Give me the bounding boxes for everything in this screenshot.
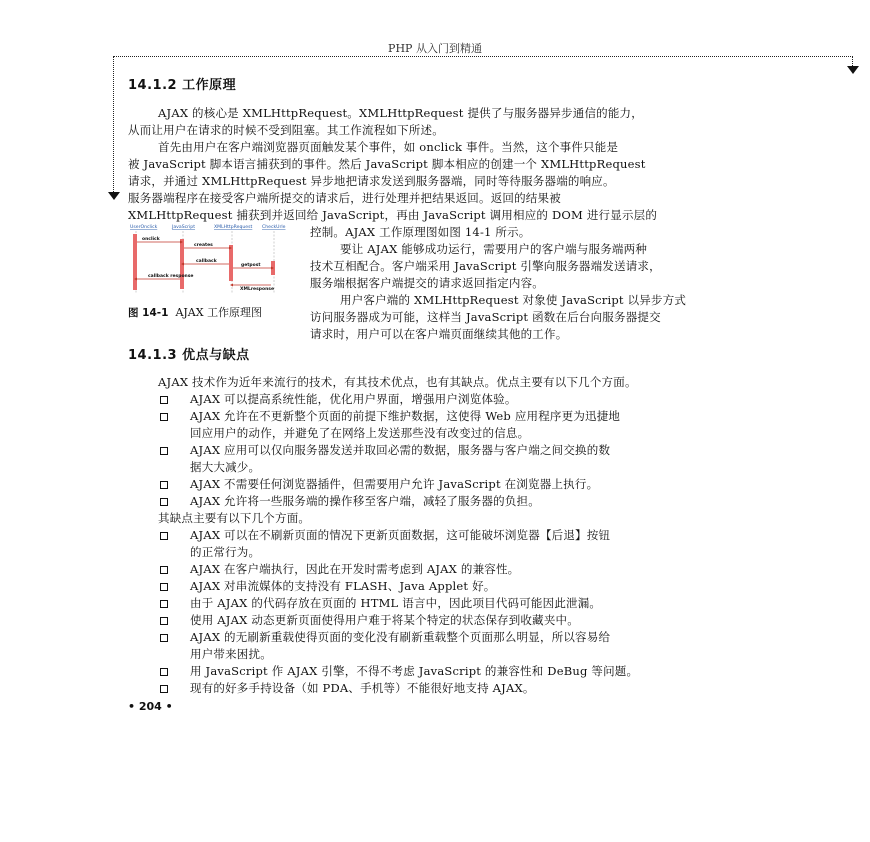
checkbox-bullet-icon (160, 413, 168, 421)
checkbox-bullet-icon (160, 498, 168, 506)
paragraph-line: 首先由用户在客户端浏览器页面触发某个事件，如 onclick 事件。当然，这个事件只能是 (158, 140, 619, 154)
checkbox-bullet-icon (160, 532, 168, 540)
checkbox-bullet-icon (160, 396, 168, 404)
arrow-head (230, 284, 233, 287)
activation-bar (133, 234, 137, 290)
ajax-sequence-diagram (128, 221, 290, 297)
list-item: AJAX 允许将一些服务端的操作移至客户端，减轻了服务器的负担。 (190, 494, 540, 508)
list-item-cont: 回应用户的动作，并避免了在网络上发送那些没有改变过的信息。 (190, 426, 530, 440)
dotted-border-top (113, 56, 853, 57)
lane-label: CheckUrle (262, 225, 286, 230)
activation-bar (229, 245, 233, 281)
list-item: 由于 AJAX 的代码存放在页面的 HTML 语言中，因此项目代码可能因此泄漏。 (190, 596, 602, 610)
message-label: XMLresponse (240, 287, 275, 292)
checkbox-bullet-icon (160, 583, 168, 591)
lane-label: JavaScript (172, 225, 196, 230)
paragraph-line: 请求时，用户可以在客户端页面继续其他的工作。 (310, 327, 568, 341)
list-item: AJAX 允许在不更新整个页面的前提下维护数据，这使得 Web 应用程序更为迅捷地 (190, 409, 621, 423)
message-label: callback (196, 259, 217, 264)
list-item: AJAX 不需要任何浏览器插件，但需要用户允许 JavaScript 在浏览器上执行。 (190, 477, 599, 491)
paragraph-line: 请求，并通过 XMLHttpRequest 异步地把请求发送到服务器端，同时等待服务器端的响应。 (128, 174, 615, 188)
message-label: getpost (241, 263, 261, 268)
list-item-cont: 用户带来困扰。 (190, 647, 272, 661)
list-item: AJAX 可以在不刷新页面的情况下更新页面数据，这可能破坏浏览器【后退】按钮 (190, 528, 611, 542)
list-item: AJAX 在客户端执行，因此在开发时需考虑到 AJAX 的兼容性。 (190, 562, 520, 576)
message-label: onclick (142, 237, 160, 242)
checkbox-bullet-icon (160, 685, 168, 693)
checkbox-bullet-icon (160, 634, 168, 642)
paragraph-line: AJAX 的核心是 XMLHttpRequest。XMLHttpRequest 提供了与服务器异步通信的能力， (158, 106, 643, 120)
dotted-border-left (113, 56, 114, 194)
arrow-down-icon (847, 66, 859, 74)
paragraph-line: 技术互相配合。客户端采用 JavaScript 引擎向服务器端发送请求， (310, 259, 661, 273)
list-item: AJAX 对串流媒体的支持没有 FLASH、Java Applet 好。 (190, 579, 496, 593)
paragraph-line: 服务端根据客户端提交的请求返回指定内容。 (310, 276, 544, 290)
paragraph-line: 要让 AJAX 能够成功运行，需要用户的客户端与服务端两种 (340, 242, 648, 256)
section-heading-principle: 14.1.2 工作原理 (128, 78, 237, 93)
checkbox-bullet-icon (160, 600, 168, 608)
running-head: PHP 从入门到精通 (388, 42, 482, 55)
paragraph-line: 从而让用户在请求的时候不受到阻塞。其工作流程如下所述。 (128, 123, 444, 137)
pros-intro: AJAX 技术作为近年来流行的技术，有其技术优点，也有其缺点。优点主要有以下几个方面。 (158, 375, 637, 389)
paragraph-line: 控制。AJAX 工作原理图如图 14-1 所示。 (310, 225, 531, 239)
paragraph-line: 用户客户端的 XMLHttpRequest 对象使 JavaScript 以异步方式 (340, 293, 687, 307)
checkbox-bullet-icon (160, 481, 168, 489)
lane-label: XMLHttpRequest (214, 225, 253, 230)
section-heading-pros-cons: 14.1.3 优点与缺点 (128, 348, 250, 363)
cons-intro: 其缺点主要有以下几个方面。 (158, 511, 311, 525)
list-item-cont: 的正常行为。 (190, 545, 261, 559)
checkbox-bullet-icon (160, 447, 168, 455)
list-item: AJAX 可以提高系统性能，优化用户界面，增强用户浏览体验。 (190, 392, 517, 406)
figure-title: AJAX 工作原理图 (175, 306, 263, 319)
list-item: 现有的好多手持设备（如 PDA、手机等）不能很好地支持 AJAX。 (190, 681, 535, 695)
checkbox-bullet-icon (160, 566, 168, 574)
list-item: 用 JavaScript 作 AJAX 引擎，不得不考虑 JavaScript 的兼容性和 DeBug 等问题。 (190, 664, 639, 678)
checkbox-bullet-icon (160, 668, 168, 676)
checkbox-bullet-icon (160, 617, 168, 625)
paragraph-line: 访问服务器成为可能，这样当 JavaScript 函数在后台向服务器提交 (310, 310, 661, 324)
message-label: callback response (148, 274, 194, 279)
figure-number: 图 14-1 (128, 307, 169, 319)
arrow-down-icon (108, 192, 120, 200)
list-item: AJAX 的无刷新重载使得页面的变化没有刷新重载整个页面那么明显，所以容易给 (190, 630, 611, 644)
figure-caption (128, 304, 262, 320)
paragraph-line: 服务器端程序在接受客户端所提交的请求后，进行处理并把结果返回。返回的结果被 (128, 191, 561, 205)
paragraph-line: XMLHttpRequest 捕获到并返回给 JavaScript，再由 JavaScript 调用相应的 DOM 进行显示层的 (128, 208, 658, 222)
page-number: • 204 • (128, 700, 173, 713)
paragraph-line: 被 JavaScript 脚本语言捕获到的事件。然后 JavaScript 脚本相应的创建一个 XMLHttpRequest (128, 157, 646, 171)
list-item-cont: 据大大减少。 (190, 460, 261, 474)
message-label: creates (194, 243, 213, 248)
list-item: AJAX 应用可以仅向服务器发送并取回必需的数据，服务器与客户端之间交换的数 (190, 443, 611, 457)
list-item: 使用 AJAX 动态更新页面使得用户难于将某个特定的状态保存到收藏夹中。 (190, 613, 579, 627)
lane-label: UserOnclick (130, 225, 158, 230)
